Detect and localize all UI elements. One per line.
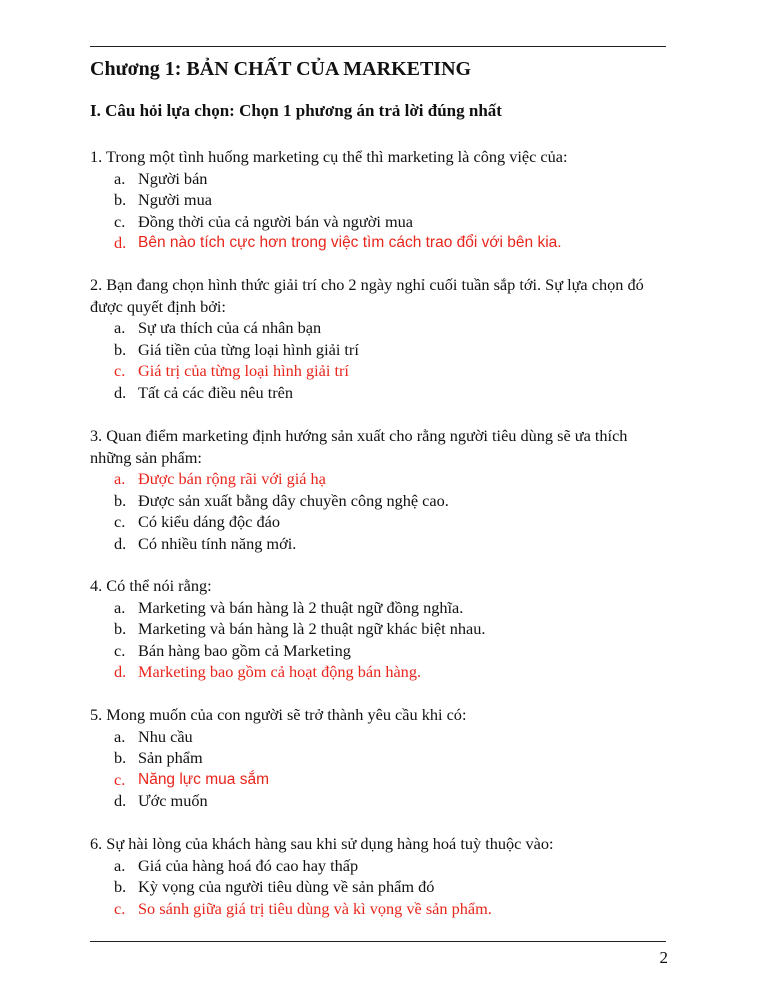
option-letter: c. <box>114 512 126 531</box>
option-d <box>90 790 670 812</box>
option-text: Có nhiều tính năng mới. <box>138 533 297 553</box>
option-a <box>90 317 670 339</box>
option-letter: c. <box>114 640 126 660</box>
option-list <box>90 168 670 254</box>
option-letter: a. <box>114 318 126 337</box>
option-list <box>90 855 670 920</box>
option-letter: a. <box>114 726 126 746</box>
option-letter: a. <box>114 597 126 617</box>
option-letter: c. <box>114 211 126 231</box>
option-letter: b. <box>114 748 127 767</box>
option-a <box>90 855 670 877</box>
option-b <box>90 189 670 211</box>
option-letter: b. <box>114 877 127 896</box>
page-number: 2 <box>659 948 668 967</box>
option-b <box>90 747 670 769</box>
option-a-correct <box>90 468 670 490</box>
option-letter: c. <box>114 769 126 789</box>
option-letter: c. <box>114 898 126 918</box>
question-5 <box>90 704 670 812</box>
option-c-correct <box>90 898 670 920</box>
option-text: Sự ưa thích của cá nhân bạn <box>138 318 322 337</box>
option-text: Marketing và bán hàng là 2 thuật ngữ khác biệt nhau. <box>138 619 486 638</box>
option-c-correct <box>90 769 670 791</box>
option-letter: a. <box>114 168 126 188</box>
option-a <box>90 168 670 190</box>
option-letter: b. <box>114 619 127 638</box>
option-letter: b. <box>114 339 127 359</box>
option-letter: d. <box>114 791 127 810</box>
option-text: Được sản xuất bằng dây chuyền công nghệ cao. <box>138 490 449 510</box>
option-d <box>90 533 670 555</box>
option-text: Bán hàng bao gồm cả Marketing <box>138 640 351 660</box>
question-stem: 6. Sự hài lòng của khách hàng sau khi sử dụng hàng hoá tuỳ thuộc vào: <box>90 834 554 853</box>
option-letter: a. <box>114 855 126 875</box>
option-c <box>90 640 670 662</box>
question-2 <box>90 274 670 403</box>
question-stem: 3. Quan điểm marketing định hướng sản xuất cho rằng người tiêu dùng sẽ ưa thích những sản phẩm: <box>90 426 628 467</box>
chapter-title: Chương 1: BẢN CHẤT CỦA MARKETING <box>90 58 472 80</box>
option-letter: d. <box>114 533 127 553</box>
option-text: Kỳ vọng của người tiêu dùng về sản phẩm đó <box>138 877 435 896</box>
question-stem: 2. Bạn đang chọn hình thức giải trí cho 2 ngày nghỉ cuối tuần sắp tới. Sự lựa chọn đó được quyết định bởi: <box>90 275 644 316</box>
option-text: So sánh giữa giá trị tiêu dùng và kì vọng về sản phẩm. <box>138 898 492 918</box>
question-6 <box>90 833 670 919</box>
option-text: Người mua <box>138 190 212 209</box>
option-c-correct <box>90 360 670 382</box>
option-text: Có kiểu dáng độc đáo <box>138 512 280 531</box>
option-text: Giá của hàng hoá đó cao hay thấp <box>138 855 359 875</box>
option-letter: d. <box>114 662 127 681</box>
question-stem: 4. Có thể nói rằng: <box>90 576 212 595</box>
section-title: I. Câu hỏi lựa chọn: Chọn 1 phương án trả lời đúng nhất <box>90 101 502 120</box>
option-b <box>90 618 670 640</box>
option-text: Năng lực mua sắm <box>138 770 269 788</box>
option-d <box>90 382 670 404</box>
option-c <box>90 511 670 533</box>
option-letter: d. <box>114 233 127 252</box>
question-3 <box>90 425 670 554</box>
option-text: Marketing bao gồm cả hoạt động bán hàng. <box>138 662 422 681</box>
option-list <box>90 597 670 683</box>
option-text: Đồng thời của cả người bán và người mua <box>138 211 413 231</box>
option-text: Nhu cầu <box>138 726 193 746</box>
option-c <box>90 211 670 233</box>
option-text: Ước muốn <box>138 791 208 810</box>
header-rule <box>90 46 666 47</box>
option-text: Tất cả các điều nêu trên <box>138 382 294 402</box>
option-d-correct <box>90 661 670 683</box>
question-stem: 5. Mong muốn của con người sẽ trở thành yêu cầu khi có: <box>90 705 467 724</box>
option-b <box>90 876 670 898</box>
option-letter: c. <box>114 361 126 380</box>
option-text: Giá tiền của từng loại hình giải trí <box>138 339 359 359</box>
option-list <box>90 468 670 554</box>
option-text: Người bán <box>138 168 208 188</box>
option-b <box>90 490 670 512</box>
question-1 <box>90 146 670 254</box>
option-text: Bên nào tích cực hơn trong việc tìm cách trao đổi với bên kia. <box>138 234 562 251</box>
footer-rule <box>90 941 666 942</box>
question-stem: 1. Trong một tình huống marketing cụ thể thì marketing là công việc của: <box>90 147 568 166</box>
option-a <box>90 597 670 619</box>
option-b <box>90 339 670 361</box>
option-text: Sản phẩm <box>138 748 203 767</box>
option-list <box>90 317 670 403</box>
option-letter: b. <box>114 490 127 510</box>
option-letter: b. <box>114 190 127 209</box>
option-d-correct <box>90 232 670 254</box>
question-4 <box>90 575 670 683</box>
option-letter: d. <box>114 382 127 402</box>
option-text: Giá trị của từng loại hình giải trí <box>138 361 349 380</box>
option-text: Marketing và bán hàng là 2 thuật ngữ đồng nghĩa. <box>138 597 464 617</box>
option-a <box>90 726 670 748</box>
option-letter: a. <box>114 469 126 488</box>
option-text: Được bán rộng rãi với giá hạ <box>138 469 326 488</box>
option-list <box>90 726 670 812</box>
